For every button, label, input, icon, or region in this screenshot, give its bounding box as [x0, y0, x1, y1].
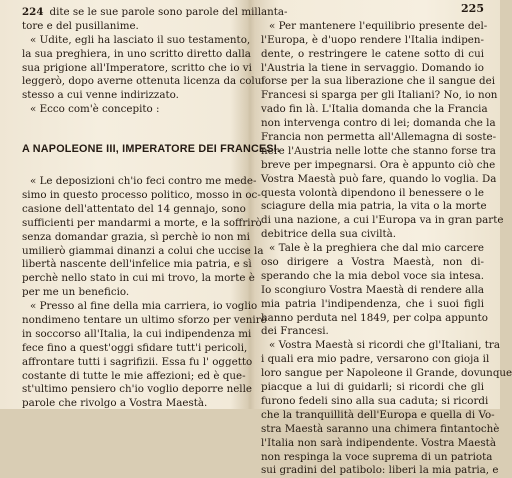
text-line: l'Italia non sarà indipendente. Vostra Maestà [261, 436, 496, 449]
text-line: senza domandar grazia, sì perchè io non mi [22, 230, 250, 243]
text-line: sperando che la mia debol voce sia intesa. [261, 269, 484, 282]
text-line: debitrice della sua civiltà. [261, 228, 397, 241]
page-number-left: 224 [22, 6, 44, 18]
text-line: simo in questo processo politico, mosso in oc- [22, 189, 261, 202]
text-line: « Tale è la preghiera che dal mio carcere [269, 242, 484, 255]
left-page [0, 0, 288, 410]
text-line: sciagure della mia patria, la vita o la morte [261, 200, 487, 213]
text-line: in soccorso all'Italia, la cui indipendenza mi [22, 327, 252, 340]
text-line: di una nazione, a cui l'Europa va in gran parte [261, 214, 504, 227]
text-line: parole che rivolgo a Vostra Maestà. [22, 397, 208, 410]
text-line: casione dell'attentato del 14 gennajo, sono [22, 202, 246, 215]
text-line: per me un beneficio. [22, 286, 130, 299]
text-line: fece fino a quest'oggi sfidare tutt'i pericoli, [22, 341, 248, 354]
right-lines [261, 19, 512, 478]
text-line: forse per la sua liberazione che il sangue dei [261, 75, 495, 88]
text-line: sufficienti per mandarmi a morte, e la soffrirò [22, 216, 262, 229]
text-line: questa volontà dipendono il benessere o le [261, 186, 485, 199]
text-line: « Vostra Maestà si ricordi che gl'Italiani, tra [269, 339, 500, 352]
header-spacer [261, 6, 484, 20]
text-line: libertà nascente dell'infelice mia patria, e sì [22, 258, 252, 271]
left-lines-after-heading [22, 175, 267, 411]
letter-heading: A NAPOLEONE III, IMPERATORE DEI FRANCESI. [22, 143, 281, 156]
text-line: nere l'Austria nelle lotte che stanno forse tra [261, 144, 496, 157]
text-line: hanno perduta nel 1849, per colpa appunto [261, 311, 488, 324]
text-line: oso dirigere a Vostra Maestà, non di- [261, 256, 484, 269]
text-line: affrontare tutti i sagrifizii. Essa fu l' oggetto [22, 355, 253, 368]
text-line: loro sangue per Napoleone il Grande, dovunque [261, 367, 512, 380]
text-line: sui gradini del patibolo: liberi la mia patria, e [261, 464, 499, 477]
text-line: dei Francesi. [261, 325, 329, 338]
text-line: Francia non permetta all'Allemagna di soste- [261, 131, 497, 144]
text-line: st'ultimo pensiero ch'io voglio deporre nelle [22, 383, 252, 396]
text-line: l'Austria la tiene in servaggio. Domando io [261, 61, 484, 74]
text-line: mia patria l'indipendenza, che i suoi figli [261, 297, 484, 310]
page-number-right: 225 [461, 2, 484, 15]
text-line: vado fin là. L'Italia domanda che la Francia [261, 103, 488, 116]
text-line: piacque a lui di guidarli; si ricordi che gli [261, 381, 484, 394]
text-line: leggerò, dopo averne ottenuta licenza da colui [22, 75, 265, 88]
text-line: Francesi si sparga per gli Italiani? No, io non [261, 89, 498, 102]
text-line: che la tranquillità dell'Europa e quella di Vo- [261, 408, 495, 421]
text-line: « Ecco com'è concepito : [30, 103, 160, 116]
text-line: tore e del pusillanime. [22, 19, 139, 32]
text-line: perchè nello stato in cui mi trovo, la morte è [22, 272, 255, 285]
text-line: « Udite, egli ha lasciato il suo testamento, [30, 33, 251, 46]
text-line: dente, o restringere le catene sotto di cui [261, 47, 484, 60]
text-line: l'Europa, è d'uopo rendere l'Italia indipen- [261, 33, 484, 46]
text-line-content: dite se le sue parole sono parole del millanta- [49, 6, 288, 18]
text-line: la sua preghiera, in uno scritto diretto dalla [22, 47, 251, 60]
text-line: Io scongiuro Vostra Maestà di rendere alla [261, 283, 485, 296]
text-line: stra Maestà saranno una chimera fintantochè [261, 422, 500, 435]
text-line: Vostra Maestà può fare, quando lo voglia. Da [261, 172, 497, 185]
text-line: « Per mantenere l'equilibrio presente del- [269, 19, 488, 32]
text-line: sua prigione all'Imperatore, scritto che io vi [22, 61, 252, 74]
text-line: costante di tutte le mie affezioni; ed è que- [22, 369, 246, 382]
text-line: stesso a cui venne indirizzato. [22, 89, 179, 102]
text-line: non respinga la voce suprema di un patriota [261, 450, 493, 463]
text-line: umilierò giammai dinanzi a colui che uccise la [22, 244, 264, 257]
text-line: non intervenga contro di lei; domanda che la [261, 117, 496, 130]
left-lines-before-heading [22, 19, 265, 117]
text-line: « Le deposizioni ch'io feci contro me mede- [30, 175, 257, 188]
right-page [253, 0, 512, 477]
text-line: nondimeno tentare un ultimo sforzo per venire [22, 314, 267, 327]
text-line: « Presso al fine della mia carriera, io voglio [30, 300, 258, 313]
text-line: breve per impegnarsi. Ora è appunto ciò che [261, 158, 496, 171]
text-line [22, 6, 288, 20]
text-line: furono fedeli sino alla sua caduta; si ricordi [261, 394, 489, 407]
text-line: i quali era mio padre, versarono con gioja il [261, 353, 490, 366]
